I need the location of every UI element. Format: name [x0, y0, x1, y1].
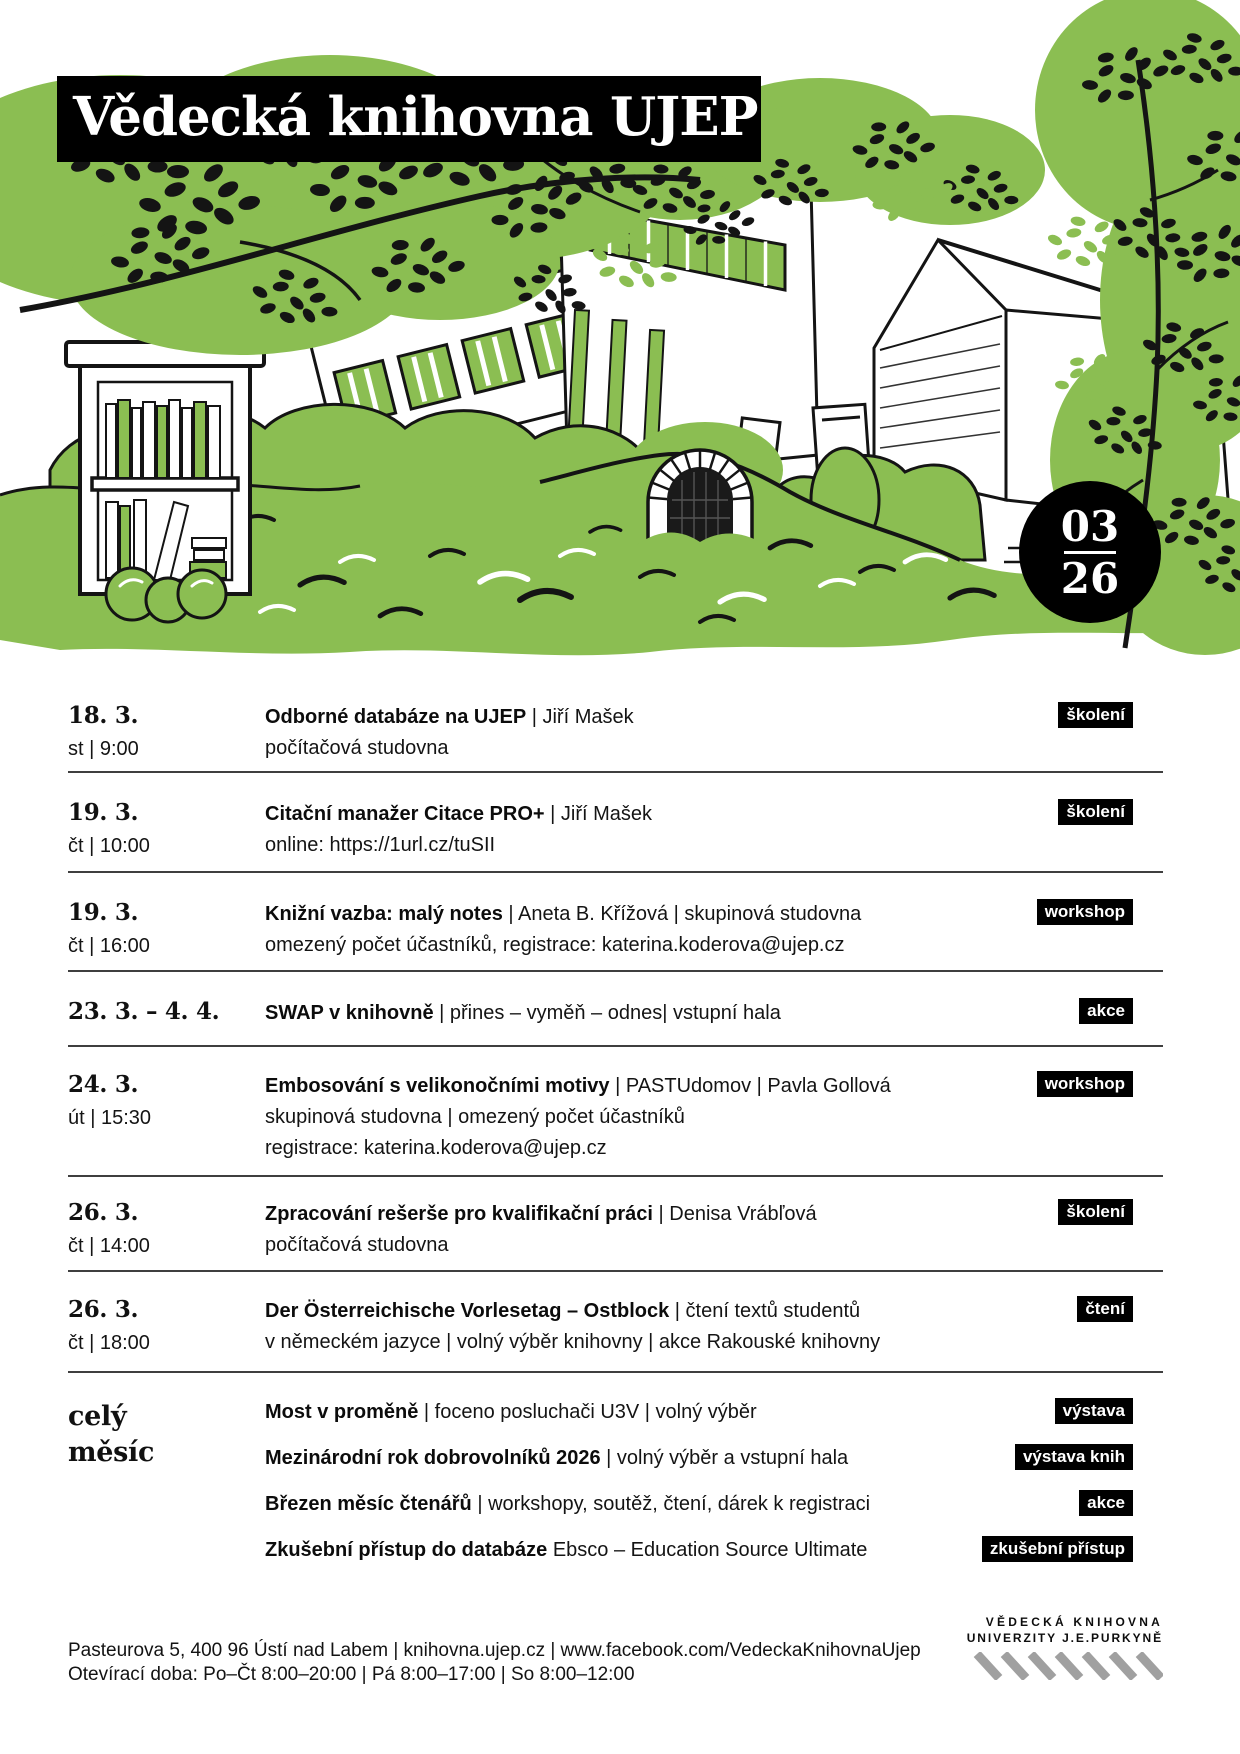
date-circle-day: 26: [1060, 553, 1120, 603]
event-details: SWAP v knihovně | přines – vyměň – odnes| vstupní hala: [265, 1002, 781, 1024]
event-row: [68, 1047, 1163, 1177]
event-badge: školení: [1058, 702, 1133, 728]
event-date: 24. 3. út | 15:30: [68, 1071, 152, 1129]
event-badge: školení: [1058, 799, 1133, 825]
month-date: celý měsíc: [68, 1401, 155, 1468]
event-date: 18. 3. st | 9:00: [68, 702, 139, 760]
event-row: [68, 972, 1163, 1047]
logo-line2: UNIVERZITY J.E.PURKYNĚ: [966, 1631, 1163, 1645]
date-circle: [1019, 481, 1161, 623]
title-banner: [57, 76, 761, 162]
month-item: Most v proměně | foceno posluchači U3V | volný výběr výstava: [265, 1399, 1163, 1426]
event-details: Odborné databáze na UJEP | Jiří Mašek počítačová studovna: [265, 706, 634, 759]
event-row: [68, 773, 1163, 873]
event-badge: čtení: [1077, 1296, 1133, 1322]
event-row: [68, 1272, 1163, 1373]
event-list: [68, 690, 1163, 1583]
footer-address: Pasteurova 5, 400 96 Ústí nad Labem | knihovna.ujep.cz | www.facebook.com/VedeckaKnihovnaUjep: [68, 1640, 921, 1661]
event-details: Der Österreichische Vorlesetag – Ostblock | čtení textů studentů v německém jazyce | volný výběr knihovny | akce Rakouské knihovny: [265, 1300, 881, 1353]
library-logo: [967, 1614, 1163, 1680]
month-item: Zkušební přístup do databáze Ebsco – Education Source Ultimate zkušební přístup: [265, 1537, 1163, 1564]
event-badge: akce: [1079, 1490, 1133, 1516]
event-details: Citační manažer Citace PRO+ | Jiří Mašek online: https://1url.cz/tuSII: [265, 803, 652, 856]
event-details: Knižní vazba: malý notes | Aneta B. Křížová | skupinová studovna omezený počet účastníků, registrace: katerina.koderova@ujep.cz: [265, 903, 862, 956]
footer: [68, 1639, 921, 1687]
page-title: Vědecká knihovna UJEP: [73, 86, 758, 148]
event-badge: akce: [1079, 998, 1133, 1024]
event-date: 26. 3. čt | 14:00: [68, 1199, 150, 1257]
month-items: [265, 1399, 1163, 1583]
event-badge: workshop: [1037, 1071, 1133, 1097]
event-badge: výstava: [1055, 1398, 1133, 1424]
event-row: [68, 690, 1163, 773]
event-row: [68, 1177, 1163, 1272]
event-date: 19. 3. čt | 16:00: [68, 899, 150, 957]
event-badge: workshop: [1037, 899, 1133, 925]
month-item: Mezinárodní rok dobrovolníků 2026 | volný výběr a vstupní hala výstava knih: [265, 1445, 1163, 1472]
event-row: [68, 873, 1163, 972]
logo-line1: VĚDECKÁ KNIHOVNA: [985, 1615, 1163, 1629]
logo-hatch-icon: [973, 1652, 1163, 1680]
date-circle-month: 03: [1060, 501, 1120, 551]
event-date: 19. 3. čt | 10:00: [68, 799, 150, 857]
event-badge: školení: [1058, 1199, 1133, 1225]
event-badge: zkušební přístup: [982, 1536, 1133, 1562]
event-date: 26. 3. čt | 18:00: [68, 1296, 150, 1354]
event-details: Embosování s velikonočními motivy | PASTUdomov | Pavla Gollová skupinová studovna | omezený počet účastníků registrace: katerina.koderova@ujep.cz: [265, 1075, 891, 1159]
book-exchange-cabinet: [66, 342, 264, 622]
month-section: [68, 1373, 1163, 1583]
month-item: Březen měsíc čtenářů | workshopy, soutěž, čtení, dárek k registraci akce: [265, 1491, 1163, 1518]
event-details: Zpracování rešerše pro kvalifikační práci | Denisa Vrábľová počítačová studovna: [265, 1203, 817, 1256]
event-date: 23. 3. – 4. 4.: [68, 998, 220, 1025]
event-badge: výstava knih: [1015, 1444, 1133, 1470]
footer-hours: Otevírací doba: Po–Čt 8:00–20:00 | Pá 8:00–17:00 | So 8:00–12:00: [68, 1664, 635, 1685]
